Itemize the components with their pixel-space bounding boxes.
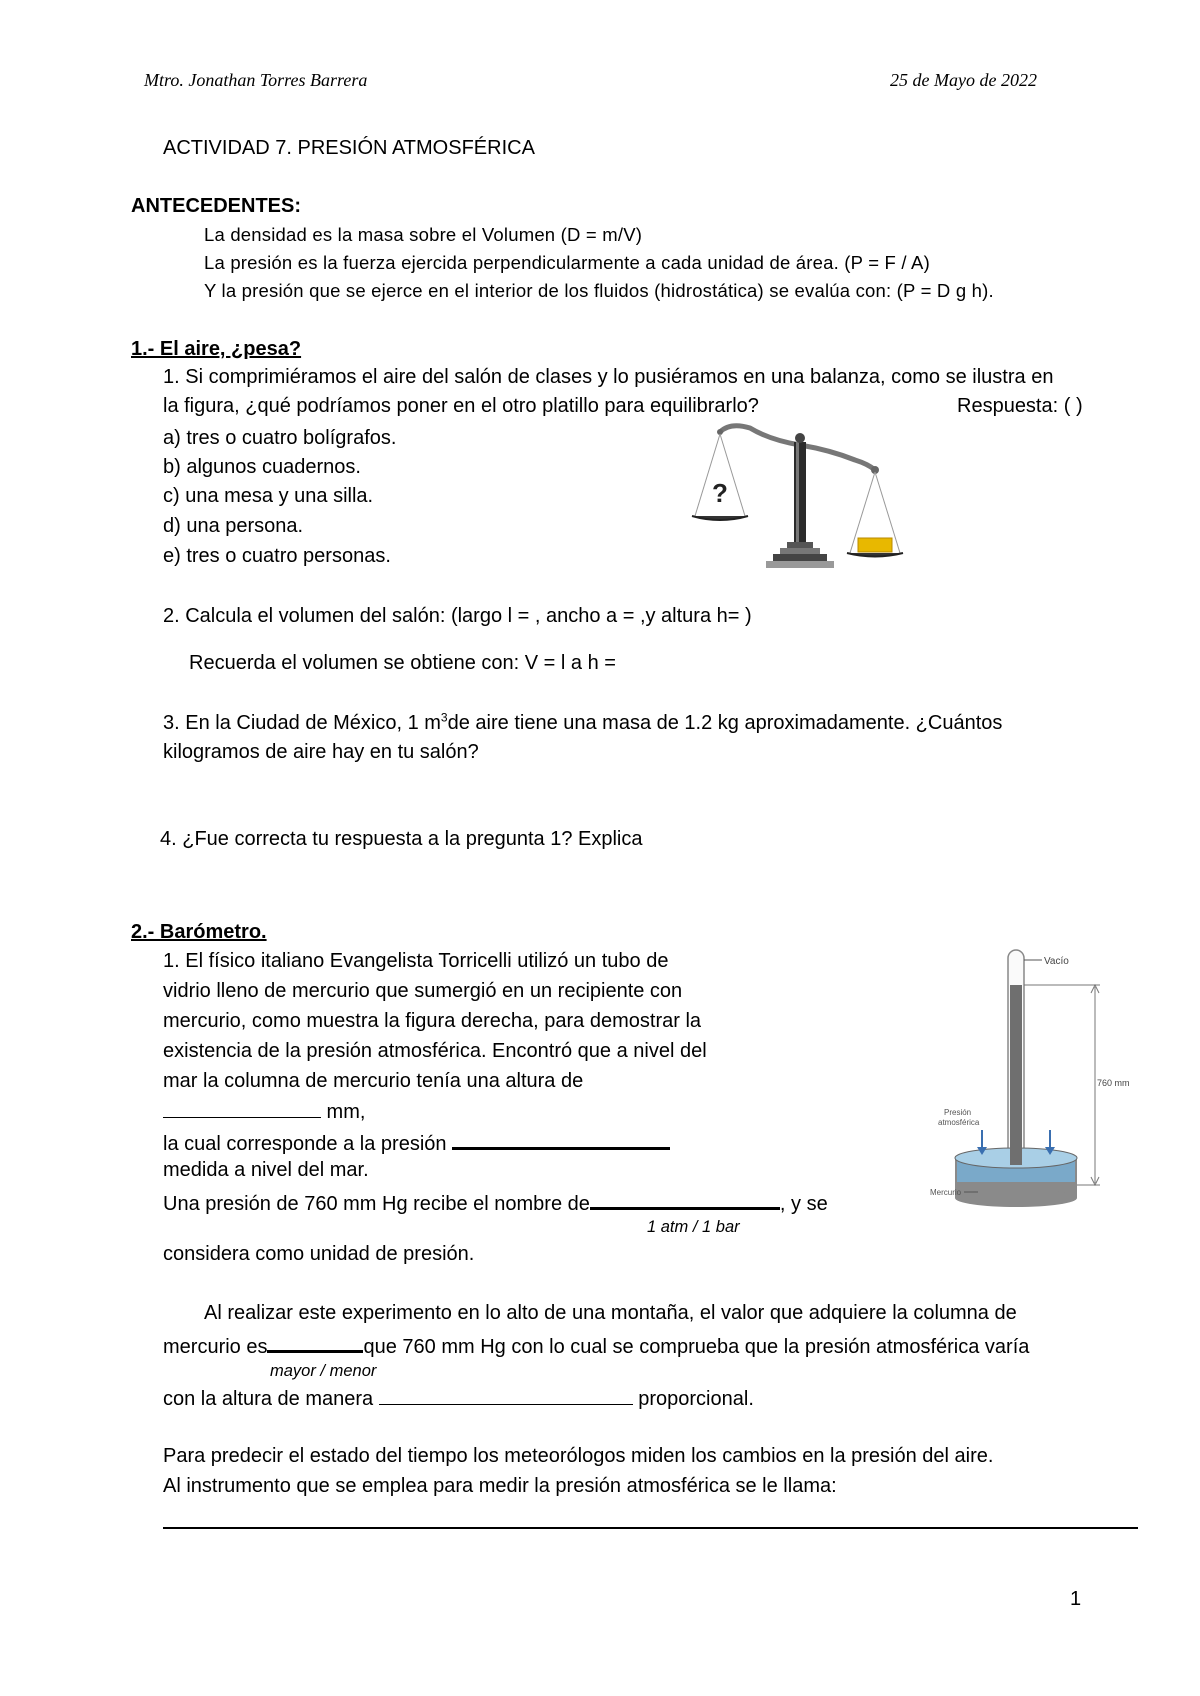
weather-line1: Para predecir el estado del tiempo los meteorólogos miden los cambios en la presión del aire. <box>163 1445 994 1467</box>
unit-line: considera como unidad de presión. <box>163 1243 475 1265</box>
question-1-line1: 1. Si comprimiéramos el aire del salón de clases y lo pusiéramos en una balanza, como se ilustra en <box>163 366 1054 388</box>
mercury-column <box>1010 985 1022 1170</box>
option-b: b) algunos cuadernos. <box>163 456 361 478</box>
option-d: d) una persona. <box>163 515 304 537</box>
presion-label: Presión <box>944 1108 972 1117</box>
mayor-menor-hint: mayor / menor <box>270 1362 377 1380</box>
mountain-line2: mercurio es que 760 mm Hg con lo cual se comprueba que la presión atmosférica varía <box>163 1332 1029 1359</box>
barometer-illustration <box>930 945 1150 1210</box>
atm-name-line: Una presión de 760 mm Hg recibe el nombre de , y se <box>163 1189 828 1216</box>
vacio-label: Vacío <box>1044 956 1069 967</box>
question-mark: ? <box>712 478 728 508</box>
option-a: a) tres o cuatro bolígrafos. <box>163 427 397 449</box>
paragraph-line: existencia de la presión atmosférica. Encontró que a nivel del <box>163 1040 707 1062</box>
date-header: 25 de Mayo de 2022 <box>890 70 1037 90</box>
mm-blank[interactable] <box>163 1099 321 1118</box>
paragraph-line: 1. El físico italiano Evangelista Torricelli utilizó un tubo de <box>163 950 669 972</box>
antecedentes-heading: ANTECEDENTES: <box>131 195 302 217</box>
option-c: c) una mesa y una silla. <box>163 485 374 507</box>
atm-name-blank[interactable] <box>590 1189 780 1210</box>
option-e: e) tres o cuatro personas. <box>163 545 391 567</box>
right-pan <box>847 553 903 557</box>
section2-heading: 2.- Barómetro. <box>131 921 267 943</box>
paragraph-line: vidrio lleno de mercurio que sumergió en un recipiente con <box>163 980 683 1002</box>
paragraph-line: mercurio, como muestra la figura derecha, para demostrar la <box>163 1010 702 1032</box>
antecedentes-line: La presión es la fuerza ejercida perpendicularmente a cada unidad de área. (P = F / A) <box>204 252 930 273</box>
mayor-menor-blank[interactable] <box>267 1332 363 1353</box>
answer-label: Respuesta: ( ) <box>957 395 1083 417</box>
question-2: 2. Calcula el volumen del salón: (largo l = , ancho a = ,y altura h= ) <box>163 605 752 627</box>
volume-hint: Recuerda el volumen se obtiene con: V = l a h = <box>189 652 616 674</box>
weather-line2: Al instrumento que se emplea para medir la presión atmosférica se le llama: <box>163 1475 837 1497</box>
mercurio-label: Mercurio <box>930 1188 962 1197</box>
mountain-line1: Al realizar este experimento en lo alto de una montaña, el valor que adquiere la columna de <box>204 1302 1017 1324</box>
antecedentes-line: La densidad es la masa sobre el Volumen (D = m/V) <box>204 224 643 245</box>
question-4: 4. ¿Fue correcta tu respuesta a la pregunta 1? Explica <box>160 828 643 850</box>
balance-scale-illustration <box>690 420 910 575</box>
mm-answer-line: mm, <box>163 1099 365 1124</box>
altitude-line: con la altura de manera proporcional. <box>163 1388 754 1410</box>
atmosferica-label: atmosférica <box>938 1118 980 1127</box>
author-header: Mtro. Jonathan Torres Barrera <box>144 70 368 90</box>
height-label: 760 mm <box>1097 1078 1130 1088</box>
barometer-answer-blank[interactable] <box>163 1527 1138 1529</box>
left-pan <box>692 516 748 520</box>
page-title: ACTIVIDAD 7. PRESIÓN ATMOSFÉRICA <box>163 137 535 159</box>
section1-heading: 1.- El aire, ¿pesa? <box>131 338 302 360</box>
antecedentes-line: Y la presión que se ejerce en el interior de los fluidos (hidrostática) se evalúa con: (P = D g h). <box>204 280 994 301</box>
paragraph-line: mar la columna de mercurio tenía una altura de <box>163 1070 584 1092</box>
question-3-line1: 3. En la Ciudad de México, 1 $m^3de$ aire tiene una masa de 1.2 kg aproximadamente. ¿Cuántos <box>163 710 1003 734</box>
balance-post <box>794 442 806 542</box>
pressure-answer-line: la cual corresponde a la presión <box>163 1129 670 1156</box>
question-3-line2: kilogramos de aire hay en tu salón? <box>163 741 479 763</box>
sea-level-line: medida a nivel del mar. <box>163 1159 369 1181</box>
pressure-blank[interactable] <box>452 1129 670 1150</box>
proportional-blank[interactable] <box>379 1386 633 1405</box>
atm-hint: 1 atm / 1 bar <box>647 1218 740 1236</box>
page-number: 1 <box>1070 1588 1082 1610</box>
question-1-line2: la figura, ¿qué podríamos poner en el otro platillo para equilibrarlo? <box>163 395 759 417</box>
gold-weight <box>858 538 892 552</box>
